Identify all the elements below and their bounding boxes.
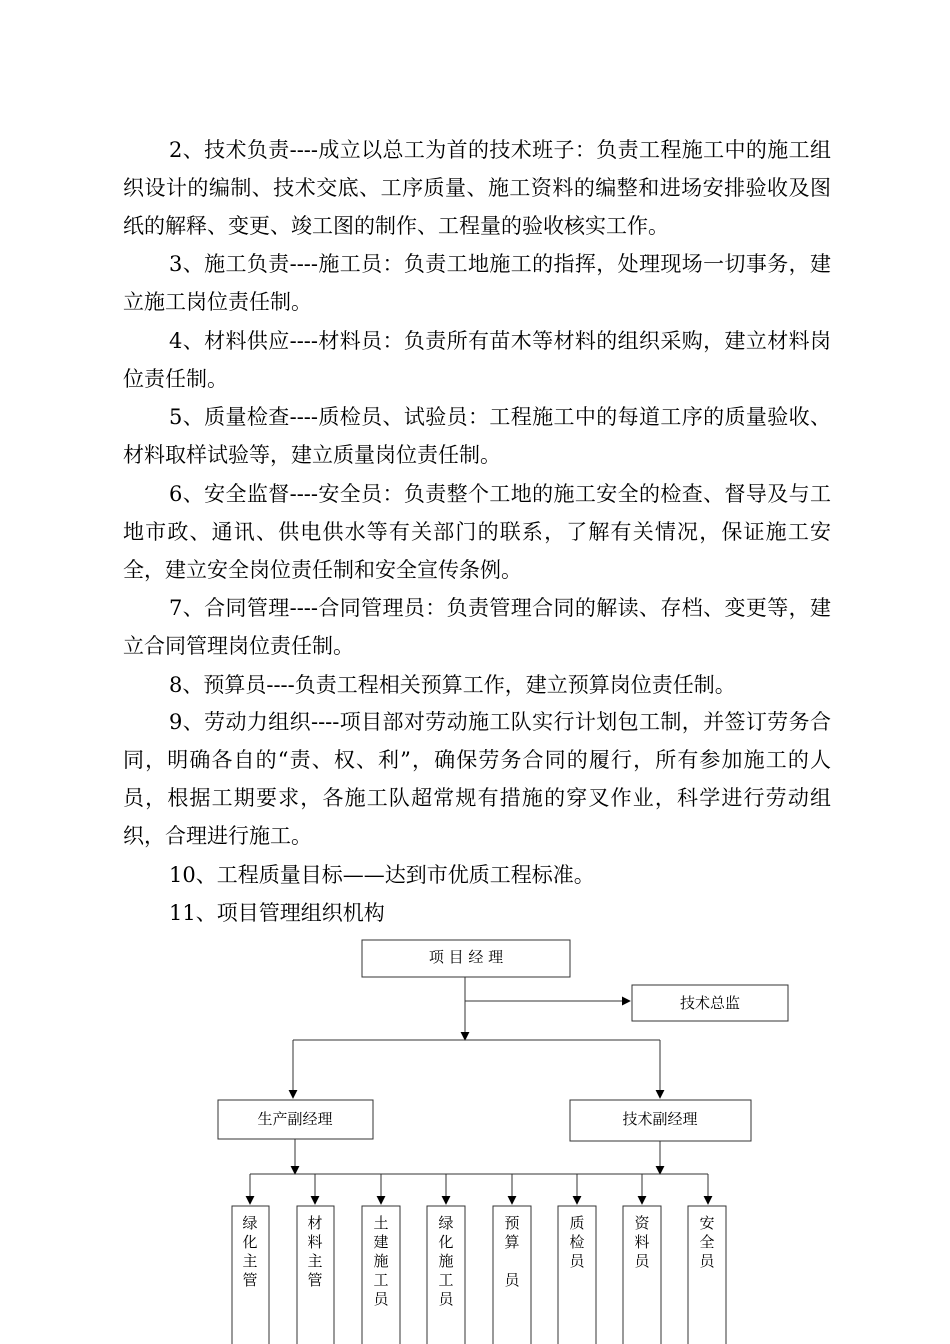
label-project-manager: 项 目 经 理 [428,948,504,966]
para-10: 10、工程质量目标——达到市优质工程标准。 [169,863,595,887]
staff-label-4: 绿化施工员 [438,1214,454,1308]
para-7: 7、合同管理----合同管理员：负责管理合同的解读、存档、变更等，建立合同管理岗位责任制。 [123,596,831,658]
staff-label-7: 资料员 [634,1214,650,1270]
staff-label-1: 绿化主管 [242,1214,258,1289]
para-2: 2、技术负责----成立以总工为首的技术班子：负责工程施工中的施工组织设计的编制、技术交底、工序质量、施工资料的编整和进场安排验收及图纸的解释、变更、竣工图的制作、工程量的验收核实工作。 [123,138,831,238]
para-4: 4、材料供应----材料员：负责所有苗木等材料的组织采购，建立材料岗位责任制。 [123,329,831,391]
label-tech-director: 技术总监 [679,994,741,1012]
para-11: 11、项目管理组织机构 [169,901,385,925]
staff-label-6: 质检员 [569,1214,585,1270]
staff-label-8: 安全员 [699,1214,715,1270]
para-9: 9、劳动力组织----项目部对劳动施工队实行计划包工制，并签订劳务合同，明确各自的“责、权、利”，确保劳务合同的履行，所有参加施工的人员，根据工期要求，各施工队超常规有措施的穿叉作业，科学进行劳动组织，合理进行施工。 [123,710,831,848]
staff-label-3: 土建施工员 [373,1214,389,1308]
staff-label-5: 预算 员 [504,1214,520,1289]
para-8: 8、预算员----负责工程相关预算工作，建立预算岗位责任制。 [169,673,736,697]
para-3: 3、施工负责----施工员：负责工地施工的指挥，处理现场一切事务，建立施工岗位责任制。 [123,252,831,314]
para-5: 5、质量检查----质检员、试验员：工程施工中的每道工序的质量验收、材料取样试验等，建立质量岗位责任制。 [123,405,831,467]
label-production-deputy: 生产副经理 [257,1110,333,1128]
staff-label-2: 材料主管 [307,1214,323,1289]
label-tech-deputy: 技术副经理 [622,1110,698,1128]
para-6: 6、安全监督----安全员：负责整个工地的施工安全的检查、督导及与工地市政、通讯、供电供水等有关部门的联系，了解有关情况，保证施工安全，建立安全岗位责任制和安全宣传条例。 [123,482,831,582]
staff-labels [242,1214,715,1308]
